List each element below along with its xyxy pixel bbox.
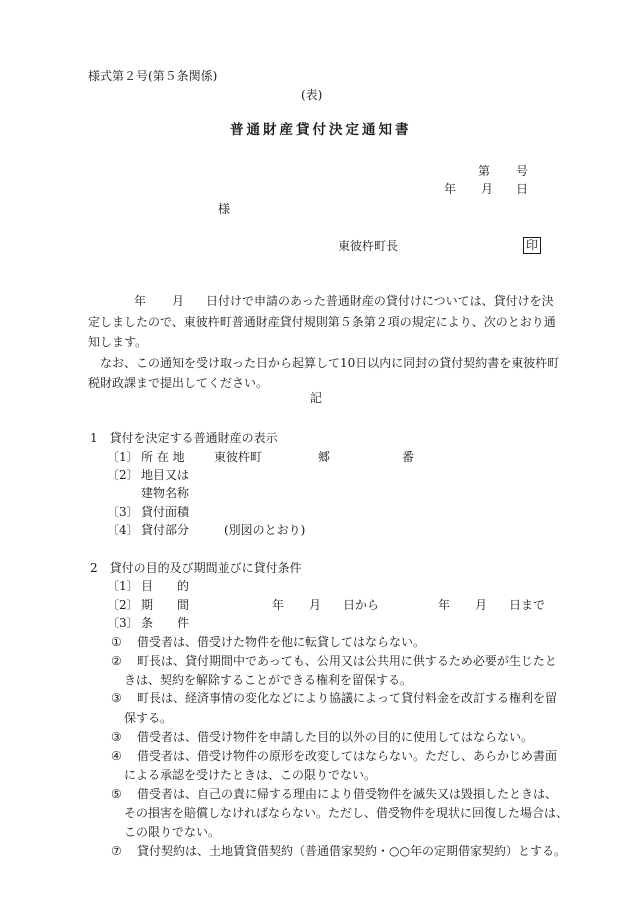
- s1-item1-ban: 番: [402, 450, 415, 464]
- body-month: 月: [172, 294, 185, 308]
- doc-number-prefix: 第: [478, 164, 491, 178]
- s1-item4-num: 〔4〕: [107, 523, 139, 537]
- ki-mark: 記: [310, 391, 323, 405]
- date-year: 年: [444, 182, 457, 196]
- s1-item2-label2: 建物名称: [141, 486, 190, 500]
- doc-number-suffix: 号: [516, 164, 529, 178]
- cond6-line1: 借受者は、自己の責に帰する理由により借受物件を滅失又は毀損したときは、: [137, 787, 558, 801]
- side-label: (表): [301, 88, 323, 102]
- body-line-3: 知します。: [88, 335, 148, 349]
- cond4-line1: 借受者は、借受け物件を申請した目的以外の目的に使用してはならない。: [137, 730, 534, 744]
- body-year: 年: [134, 294, 147, 308]
- s1-item4-label: 貸付部分: [141, 523, 190, 537]
- body-line-5: 税財政課まで提出してください。: [88, 376, 269, 390]
- cond3-mark: ③: [111, 691, 122, 705]
- addressee-suffix: 様: [218, 202, 231, 216]
- cond7-line1: 貸付契約は、土地賃貸借契約（普通借家契約・○○年の定期借家契約）とする。: [137, 844, 566, 858]
- s1-item3-num: 〔3〕: [107, 505, 139, 519]
- s1-item4-value: (別図のとおり): [224, 523, 306, 537]
- cond2-line1: 町長は、貸付期間中であっても、公用又は公共用に供するため必要が生じたと: [137, 654, 557, 668]
- cond6-line3: この限りでない。: [124, 825, 221, 839]
- cond5-line2: による承認を受けたときは、この限りでない。: [124, 768, 377, 782]
- cond1-line1: 借受者は、借受けた物件を他に転貸してはならない。: [137, 635, 426, 649]
- s2-item1-label: 目 的: [141, 579, 190, 593]
- cond2-mark: ②: [111, 654, 122, 668]
- s2-period-year1: 年: [272, 598, 285, 612]
- cond3-line1: 町長は、経済事情の変化などにより協議によって貸付料金を改訂する権利を留: [137, 691, 558, 705]
- s1-item1-label: 所 在 地: [141, 450, 185, 464]
- cond3-line2: 保する。: [124, 711, 173, 725]
- seal-stamp: 印: [523, 237, 541, 254]
- body-line-2: 定しましたので、東彼杵町普通財産貸付規則第５条第２項の規定により、次のとおり通: [88, 315, 556, 329]
- s2-item3-num: 〔3〕: [107, 616, 139, 630]
- date-month: 月: [481, 182, 494, 196]
- s1-item1-town: 東彼杵町: [214, 450, 263, 464]
- body-line-4: なお、この通知を受け取った日から起算して10日以内に同封の貸付契約書を東彼杵町: [100, 356, 560, 370]
- s2-item2-label: 期 間: [141, 598, 190, 612]
- section1-heading: 1 貸付を決定する普通財産の表示: [90, 431, 278, 445]
- s1-item1-num: 〔1〕: [107, 450, 139, 464]
- s1-item1-go: 郷: [318, 450, 331, 464]
- s1-item2-label: 地目又は: [141, 468, 190, 482]
- s2-period-month1: 月: [309, 598, 322, 612]
- section2-heading: 2 貸付の目的及び期間並びに貸付条件: [90, 561, 302, 575]
- document-title: 普通財産貸付決定通知書: [230, 122, 412, 138]
- cond5-line1: 借受者は、借受け物件の原形を改変してはならない。ただし、あらかじめ書面: [137, 749, 558, 763]
- s1-item3-label: 貸付面積: [141, 505, 190, 519]
- cond6-line2: その損害を賠償しなければならない。ただし、借受物件を現状に回復した場合は、: [124, 806, 569, 820]
- cond5-mark: ④: [111, 749, 122, 763]
- cond4-mark: ③: [111, 730, 122, 744]
- s2-item2-num: 〔2〕: [107, 598, 139, 612]
- s2-period-year2: 年: [438, 598, 451, 612]
- cond6-mark: ⑤: [111, 787, 122, 801]
- body-line-1: 日付けで申請のあった普通財産の貸付けについては、貸付けを決: [206, 294, 554, 308]
- form-label: 様式第２号(第５条関係): [88, 69, 218, 83]
- s2-period-day2: 日まで: [509, 598, 546, 612]
- cond1-mark: ①: [111, 635, 122, 649]
- issuer-name: 東彼杵町長: [338, 239, 399, 253]
- cond7-mark: ⑦: [111, 844, 122, 858]
- s2-item1-num: 〔1〕: [107, 579, 139, 593]
- date-day: 日: [516, 182, 529, 196]
- s2-period-month2: 月: [475, 598, 488, 612]
- s2-item3-label: 条 件: [141, 616, 190, 630]
- s2-period-day1: 日から: [343, 598, 380, 612]
- cond2-line2: きは、契約を解除することができる権利を留保する。: [124, 673, 413, 687]
- s1-item2-num: 〔2〕: [107, 468, 139, 482]
